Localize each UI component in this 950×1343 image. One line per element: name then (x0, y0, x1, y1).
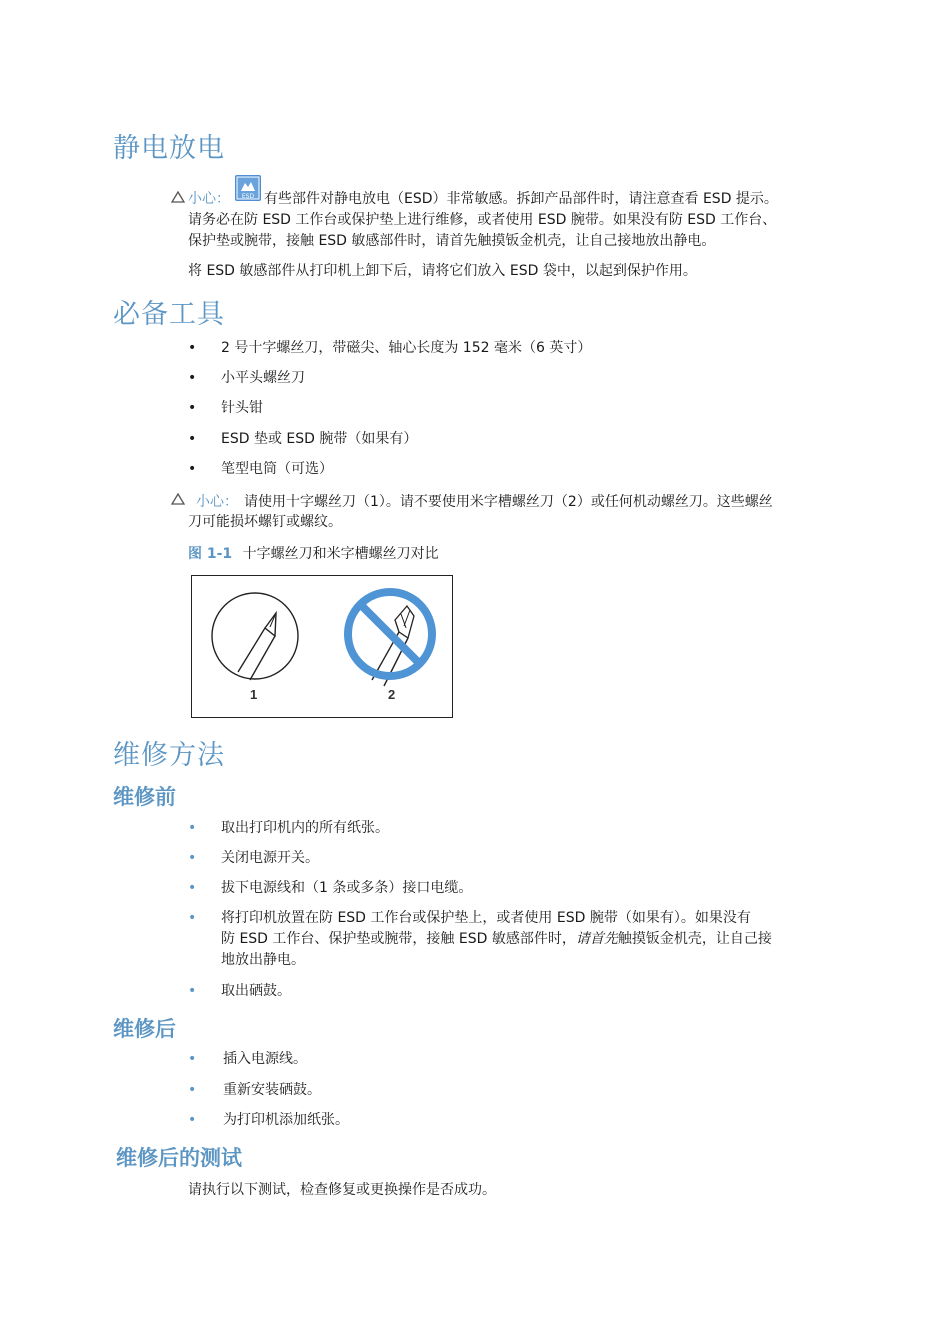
esd-icon-text: ESD (241, 193, 255, 200)
list-item: 关闭电源开关。 (221, 850, 319, 866)
bullet: • (188, 910, 197, 926)
tools-caution-line1: 请使用十字螺丝刀（1）。请不要使用米字槽螺丝刀（2）或任何机动螺丝刀。这些螺丝 (244, 494, 773, 510)
esd-caution-line1: 有些部件对静电放电（ESD）非常敏感。拆卸产品部件时，请注意查看 ESD 提示。 (264, 191, 778, 207)
list-item-line (221, 929, 772, 950)
figure-label-2: 2 (388, 687, 396, 702)
figure-caption (188, 543, 439, 563)
list-item: 取出硒鼓。 (221, 983, 291, 999)
heading-after: 维修后 (113, 1016, 176, 1041)
bullet: • (188, 340, 197, 356)
list-item: 针头钳 (221, 400, 263, 416)
caution-label: 小心： (188, 191, 230, 207)
list-item: 重新安装硒鼓。 (223, 1082, 321, 1098)
list-item: 为打印机添加纸张。 (223, 1112, 349, 1128)
bullet: • (188, 820, 197, 836)
list-item: 拔下电源线和（1 条或多条）接口电缆。 (221, 880, 473, 896)
list-item-line: 地放出静电。 (221, 952, 305, 968)
bullet: • (188, 1112, 197, 1128)
esd-note: 将 ESD 敏感部件从打印机上卸下后，请将它们放入 ESD 袋中，以起到保护作用。 (188, 263, 697, 279)
list-item: 插入电源线。 (223, 1051, 307, 1067)
test-text: 请执行以下测试，检查修复或更换操作是否成功。 (188, 1182, 496, 1198)
heading-tools: 必备工具 (113, 299, 225, 330)
esd-caution-line3: 保护垫或腕带，接触 ESD 敏感部件时，请首先触摸钣金机壳，让自己接地放出静电。 (188, 233, 716, 249)
list-item: 小平头螺丝刀 (221, 370, 305, 386)
esd-warning-icon (235, 175, 261, 201)
list-item-line: 将打印机放置在防 ESD 工作台或保护垫上，或者使用 ESD 腕带（如果有）。如果没有 (221, 910, 751, 926)
bullet: • (188, 1051, 197, 1067)
bullet: • (188, 880, 197, 896)
tools-caution-label: 小心： (196, 494, 238, 510)
heading-test: 维修后的测试 (116, 1145, 242, 1170)
bullet: • (188, 1082, 197, 1098)
list-item: 取出打印机内的所有纸张。 (221, 820, 389, 836)
bullet: • (188, 850, 197, 866)
tools-caution-line2: 刀可能损坏螺钉或螺纹。 (188, 514, 342, 530)
bullet: • (188, 461, 197, 477)
heading-before: 维修前 (113, 784, 176, 809)
figure-label-1: 1 (250, 687, 258, 702)
bullet: • (188, 431, 197, 447)
list-item: 笔型电筒（可选） (221, 461, 333, 477)
list-item-emphasis: 请首先 (575, 931, 618, 947)
phillips-screwdriver-icon (212, 593, 298, 680)
heading-esd: 静电放电 (113, 133, 225, 164)
caution-triangle-icon (171, 493, 185, 505)
esd-caution-line2: 请务必在防 ESD 工作台或保护垫上进行维修，或者使用 ESD 腕带。如果没有防 ESD 工作台、 (188, 212, 777, 228)
figure-screwdriver-comparison (191, 575, 453, 718)
list-item-text: 触摸钣金机壳，让自己接 (617, 931, 772, 947)
list-item: ESD 垫或 ESD 腕带（如果有） (221, 431, 418, 447)
heading-methods: 维修方法 (113, 740, 225, 771)
figure-number: 图 1-1 (188, 546, 233, 562)
figure-caption-text: 十字螺丝刀和米字槽螺丝刀对比 (242, 546, 439, 562)
caution-triangle-icon (171, 191, 185, 203)
prohibit-sign-icon (348, 592, 432, 676)
list-item: 2 号十字螺丝刀，带磁尖、轴心长度为 152 毫米（6 英寸） (221, 340, 592, 356)
list-item-text: 防 ESD 工作台、保护垫或腕带，接触 ESD 敏感部件时， (221, 931, 576, 947)
bullet: • (188, 400, 197, 416)
bullet: • (188, 983, 197, 999)
bullet: • (188, 370, 197, 386)
